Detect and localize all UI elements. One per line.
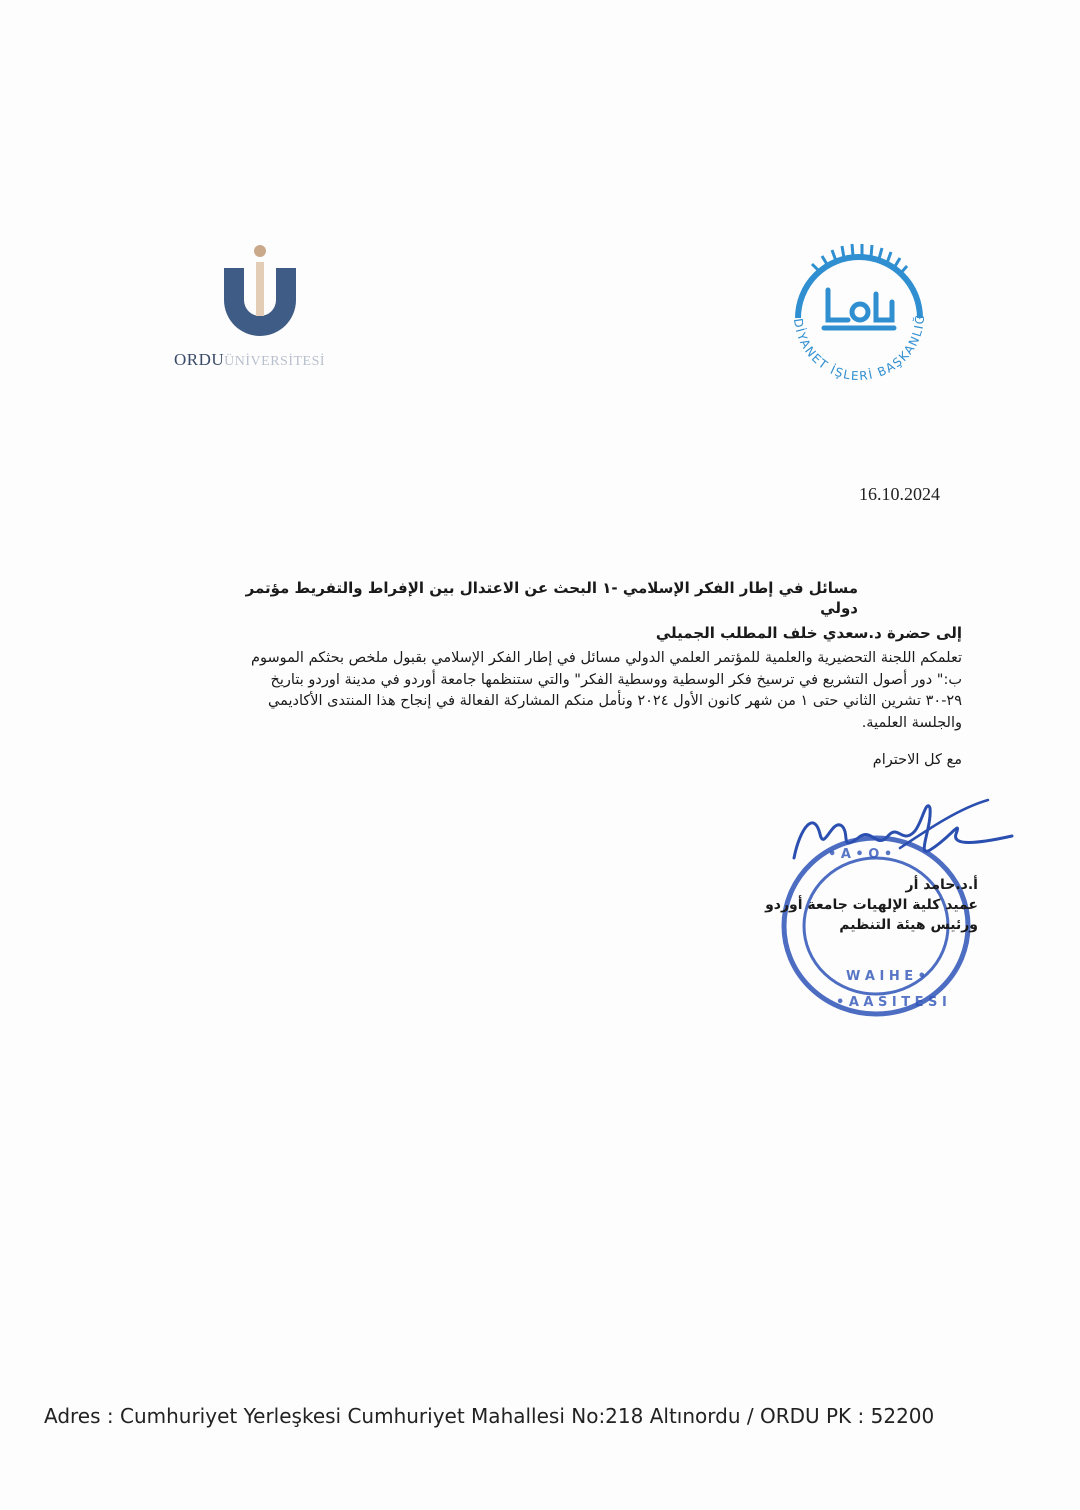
document-date: 16.10.2024 <box>859 484 940 504</box>
recipient-line: إلى حضرة د.سعدي خلف المطلب الجميلي <box>655 624 962 642</box>
title-line-1: مسائل في إطار الفكر الإسلامي -١ البحث عن الاعتدال بين الإفراط والتفريط مؤتمر <box>245 579 858 597</box>
signer-role: ورئيس هيئة التنظيم <box>839 917 978 933</box>
ordu-wordmark: ORDUÜNİVERSİTESİ <box>174 350 326 369</box>
svg-text:• A • O •: • A • O • <box>828 847 893 862</box>
body-line: والجلسة العلمية. <box>861 714 962 731</box>
svg-text:• A A S I T E S I: • A A S I T E S I <box>836 995 947 1010</box>
handwritten-signature <box>780 788 1020 878</box>
svg-text:W A I H E •: W A I H E • <box>846 969 926 984</box>
title-line-2: دولي <box>820 599 858 617</box>
closing-line: مع كل الاحترام <box>872 752 962 768</box>
signer-name: أ.د.حامد أر <box>905 877 978 893</box>
ordu-u-icon <box>220 242 300 342</box>
ordu-university-logo <box>170 242 360 382</box>
diyanet-ring-text: DİYANET İŞLERİ BAŞKANLIĞ <box>790 313 928 384</box>
document-title <box>150 578 858 618</box>
diyanet-logo <box>776 232 942 398</box>
signer-block <box>765 875 978 935</box>
body-line: ٢٩-٣٠ تشرين الثاني حتى ١ من شهر كانون الأول ٢٠٢٤ ونأمل منكم المشاركة الفعالة في إنجاح هذا المنتدى الأكاديمي <box>267 693 962 709</box>
footer-address: Adres : Cumhuriyet Yerleşkesi Cumhuriyet Mahallesi No:218 Altınordu / ORDU PK : 52200 <box>44 1404 935 1428</box>
signer-title: عميد كلية الإلهيات جامعة أوردو <box>765 897 978 913</box>
letter-body <box>138 648 962 734</box>
body-line: تعلمكم اللجنة التحضيرية والعلمية للمؤتمر العلمي الدولي مسائل في إطار الفكر الإسلامي بقبول ملخص بحثكم الموسوم <box>251 650 962 666</box>
body-line: ب:" دور أصول التشريع في ترسيخ فكر الوسطية ووسطية الفكر" والتي ستنظمها جامعة أوردو في مدينة اوردو بتاريخ <box>270 671 962 688</box>
diyanet-seal-icon <box>776 232 942 398</box>
